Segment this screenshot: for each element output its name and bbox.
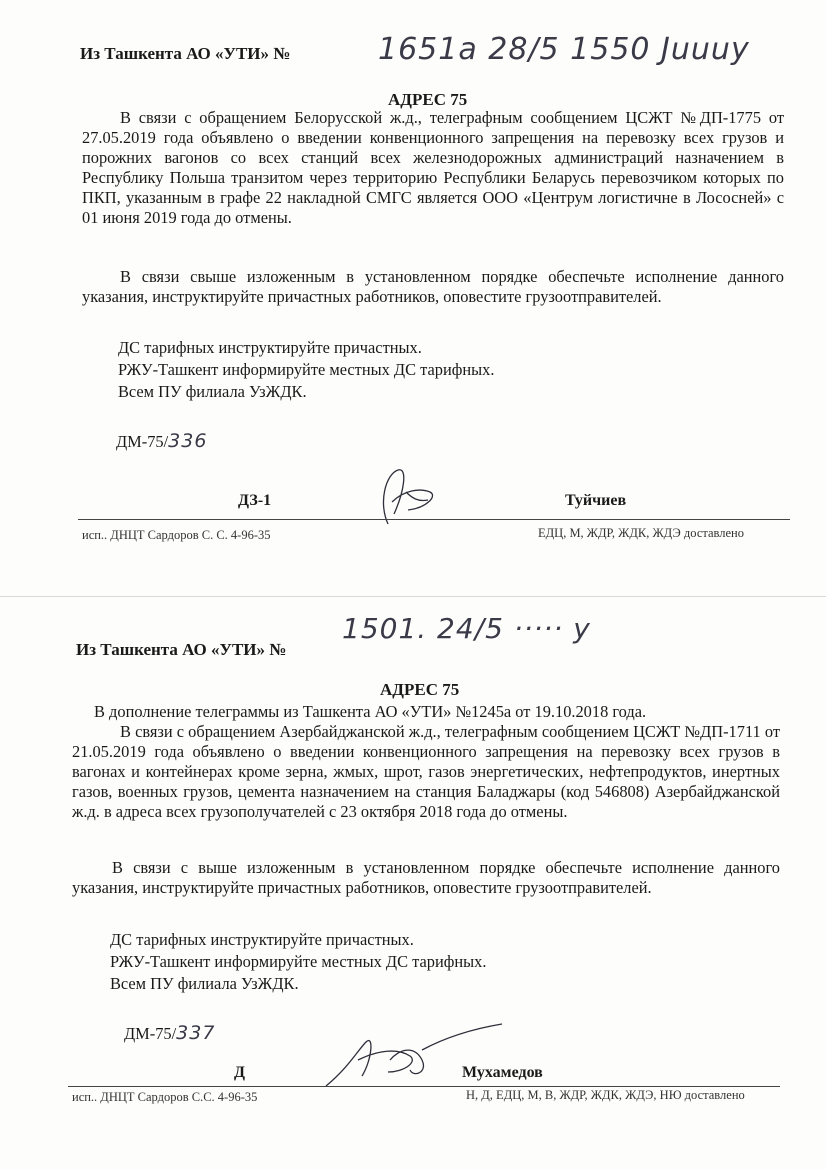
telegram-1-instruction-3: Всем ПУ филиала УзЖДК. <box>118 382 307 401</box>
telegram-2-reference-prefix: ДМ-75/ <box>124 1024 177 1043</box>
telegram-2-paragraph-2: В связи с выше изложенным в установленном порядке обеспечьте исполнение данного указания, инструктируйте причастных работников, оповестите грузоотправителей. <box>72 858 780 897</box>
telegram-1-instruction-1: ДС тарифных инструктируйте причастных. <box>118 338 422 357</box>
telegram-1-signer-name: Туйчиев <box>565 492 627 509</box>
telegram-2-title: АДРЕС 75 <box>380 680 460 699</box>
telegram-1-handwritten-number: 1651а 28/5 1550 Juuuy <box>378 32 750 67</box>
telegram-1-distribution: ЕДЦ, М, ЖДР, ЖДК, ЖДЭ доставлено <box>538 526 744 540</box>
telegram-1-header <box>80 44 290 64</box>
telegram-1-instruction-2: РЖУ-Ташкент информируйте местных ДС тарифных. <box>118 360 495 379</box>
telegram-1-footer-rule <box>78 519 790 520</box>
telegram-2-footer-rule <box>68 1086 780 1087</box>
telegram-2-instruction-3: Всем ПУ филиала УзЖДК. <box>110 974 299 993</box>
telegram-1-paragraph-2: В связи свыше изложенным в установленном порядке обеспечьте исполнение данного указания, инструктируйте причастных работников, оповестите грузоотправителей. <box>82 267 784 306</box>
telegram-2-executor: исп.. ДНЦТ Сардоров С.С. 4-96-35 <box>72 1090 258 1104</box>
telegram-2-signer-position: Д <box>234 1064 246 1081</box>
telegram-1-paragraph-1: В связи с обращением Белорусской ж.д., телеграфным сообщением ЦСЖТ №ДП-1775 от 27.05.2019 года объявлено о введении конвенционного запрещения на перевозку всех грузов и порожних вагонов со всех станций всех железнодорожных администраций назначением в Республику Польша транзитом через территорию Республики Беларусь перевозчиком которых по ПКП, указанным в графе 22 накладной СМГС является ООО «Центрум логистичне в Лососней» с 01 июня 2019 года до отмены. <box>82 108 784 227</box>
telegram-2-header <box>76 640 286 660</box>
telegram-1-reference-prefix: ДМ-75/ <box>116 432 169 451</box>
telegram-2-instruction-1: ДС тарифных инструктируйте причастных. <box>110 930 414 949</box>
telegram-2-intro: В дополнение телеграммы из Ташкента АО «УТИ» №1245а от 19.10.2018 года. <box>94 702 647 721</box>
telegram-1-header-prefix: Из Ташкента АО «УТИ» № <box>80 44 291 63</box>
telegram-1-signature <box>368 462 448 532</box>
telegram-2-distribution: Н, Д, ЕДЦ, М, В, ЖДР, ЖДК, ЖДЭ, НЮ доставлено <box>466 1088 745 1102</box>
telegram-1-executor: исп.. ДНЦТ Сардоров С. С. 4-96-35 <box>82 528 271 542</box>
telegram-2-handwritten-number: 1501. 24/5 ····· y <box>342 612 591 645</box>
telegram-2-signer-name: Мухамедов <box>462 1064 543 1081</box>
telegram-2-paragraph-1: В связи с обращением Азербайджанской ж.д., телеграфным сообщением ЦСЖТ №ДП-1711 от 21.05.2019 года объявлено о введении конвенционного запрещения на перевозку всех грузов в вагонах и контейнерах кроме зерна, жмых, шрот, газов энергетических, нефтепродуктов, инертных газов, военных грузов, цемента назначением на станция Баладжары (код 546808) Азербайджанской ж.д. в адреса всех грузополучателей с 23 октября 2018 года до отмены. <box>72 722 780 821</box>
telegram-2-reference <box>124 1022 215 1044</box>
telegram-1-reference <box>116 430 207 452</box>
telegram-1-signer-position: ДЗ-1 <box>238 492 272 509</box>
telegram-1-reference-number: 336 <box>168 430 208 452</box>
telegram-2-header-prefix: Из Ташкента АО «УТИ» № <box>76 640 287 659</box>
telegram-2-reference-number: 337 <box>176 1022 216 1044</box>
telegram-1-title: АДРЕС 75 <box>388 90 468 109</box>
page-cut-line <box>0 596 826 597</box>
telegram-2-instruction-2: РЖУ-Ташкент информируйте местных ДС тарифных. <box>110 952 487 971</box>
